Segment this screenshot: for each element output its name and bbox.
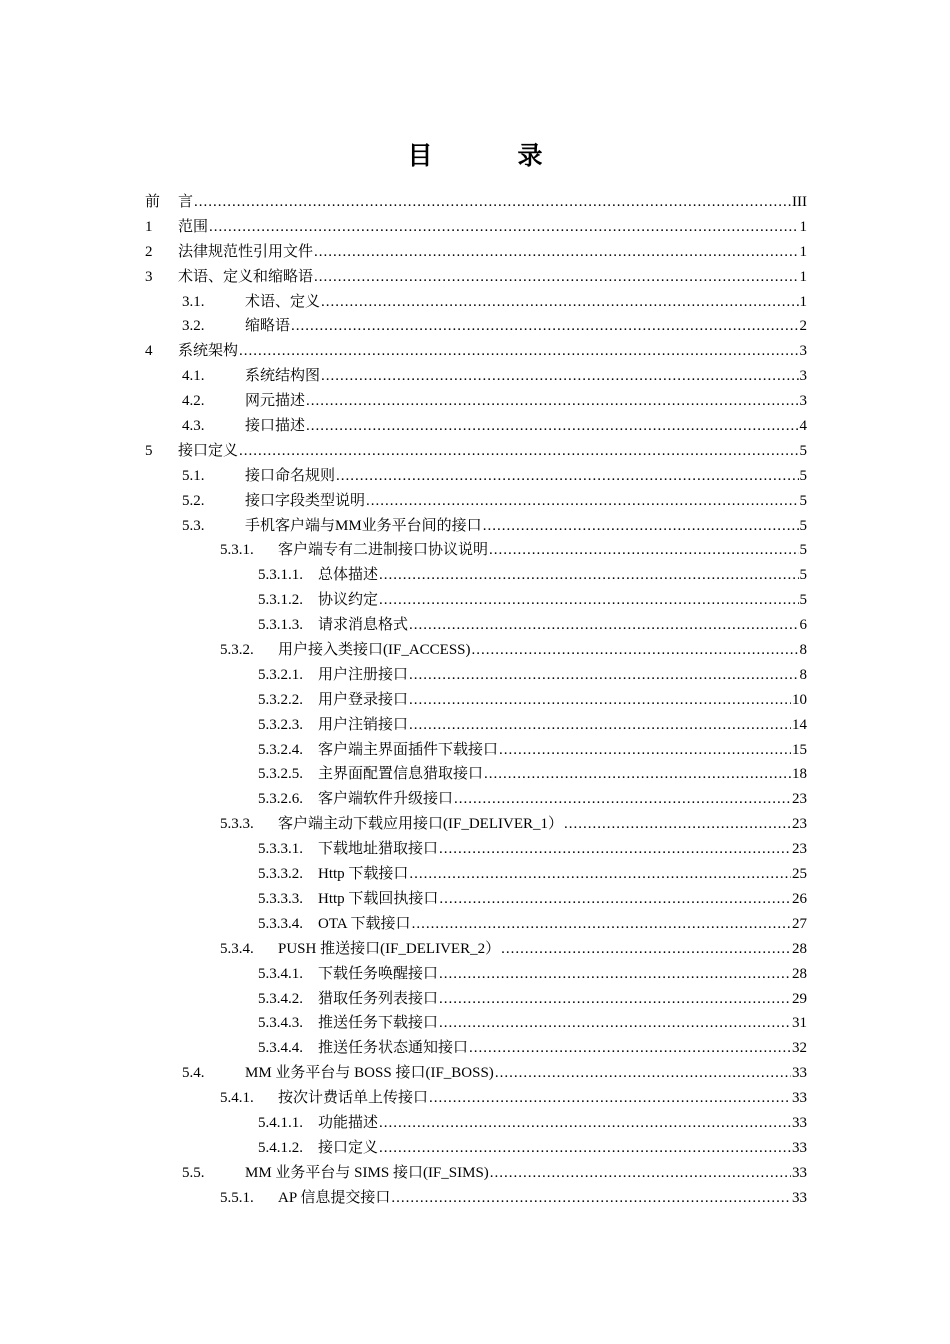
toc-entry-page: 3 bbox=[799, 368, 807, 385]
toc-leader-dots bbox=[409, 862, 791, 887]
toc-entry-number: 5.3.2.5. bbox=[258, 766, 303, 783]
toc-entry-number: 5.3.3.2. bbox=[258, 866, 303, 883]
toc-entry-page: 4 bbox=[799, 418, 807, 435]
toc-entry-page: 2 bbox=[799, 318, 807, 335]
table-of-contents bbox=[145, 190, 807, 1211]
toc-entry-number: 5.3.2.3. bbox=[258, 716, 303, 733]
toc-entry-title: 言 bbox=[178, 194, 194, 210]
toc-entry-page: 25 bbox=[792, 866, 807, 883]
toc-leader-dots bbox=[336, 464, 798, 489]
toc-entry-title: 按次计费话单上传接口 bbox=[278, 1090, 429, 1107]
toc-entry[interactable] bbox=[145, 563, 807, 588]
toc-entry-number: 3.1. bbox=[182, 293, 205, 310]
toc-entry-title: 用户注销接口 bbox=[318, 716, 409, 733]
toc-entry-page: 18 bbox=[792, 766, 807, 783]
toc-leader-dots bbox=[379, 563, 798, 588]
toc-entry-page: 1 bbox=[799, 293, 807, 310]
toc-entry-title: PUSH 推送接口(IF_DELIVER_2） bbox=[278, 940, 501, 957]
toc-entry-title: MM 业务平台与 SIMS 接口(IF_SIMS) bbox=[245, 1164, 489, 1181]
toc-entry-number: 1 bbox=[145, 218, 153, 235]
toc-leader-dots bbox=[239, 339, 798, 364]
toc-entry[interactable] bbox=[145, 663, 807, 688]
toc-leader-dots bbox=[412, 912, 791, 937]
toc-entry[interactable] bbox=[145, 588, 807, 613]
toc-entry-page: 29 bbox=[792, 990, 807, 1007]
toc-entry-title: 用户登录接口 bbox=[318, 691, 409, 708]
toc-entry-title: 范围 bbox=[178, 218, 209, 235]
toc-entry-page: 28 bbox=[792, 965, 807, 982]
toc-entry-page: 23 bbox=[792, 841, 807, 858]
toc-entry-page: 5 bbox=[799, 567, 807, 584]
toc-entry-page: 1 bbox=[799, 268, 807, 285]
toc-entry[interactable] bbox=[145, 364, 807, 389]
toc-entry[interactable] bbox=[145, 912, 807, 937]
toc-entry-number: 5.3.1. bbox=[220, 542, 254, 559]
toc-entry-number: 3.2. bbox=[182, 318, 205, 335]
toc-entry-page: 5 bbox=[799, 542, 807, 559]
toc-entry-page: 5 bbox=[799, 442, 807, 459]
toc-entry-page: 26 bbox=[792, 890, 807, 907]
toc-entry-title: 客户端主界面插件下载接口 bbox=[318, 741, 499, 758]
toc-entry-number: 4 bbox=[145, 343, 153, 360]
toc-entry[interactable] bbox=[145, 414, 807, 439]
toc-entry-title: AP 信息提交接口 bbox=[278, 1189, 391, 1206]
toc-entry-title: 猎取任务列表接口 bbox=[318, 990, 439, 1007]
toc-entry[interactable] bbox=[145, 389, 807, 414]
toc-entry-page: 33 bbox=[792, 1065, 807, 1082]
toc-entry-page: 1 bbox=[799, 243, 807, 260]
toc-leader-dots bbox=[439, 887, 791, 912]
toc-entry[interactable] bbox=[145, 1186, 807, 1211]
toc-leader-dots bbox=[439, 1011, 791, 1036]
toc-leader-dots bbox=[439, 837, 791, 862]
toc-entry-title: 接口描述 bbox=[245, 418, 306, 435]
toc-leader-dots bbox=[291, 314, 798, 339]
toc-entry-title: 接口定义 bbox=[318, 1139, 379, 1156]
toc-entry-number: 5.5.1. bbox=[220, 1189, 254, 1206]
toc-entry-title: 接口字段类型说明 bbox=[245, 492, 366, 509]
toc-leader-dots bbox=[469, 1036, 791, 1061]
toc-entry-page: 23 bbox=[792, 791, 807, 808]
toc-entry-number: 5.3.3.1. bbox=[258, 841, 303, 858]
toc-entry-number: 5.3.2.2. bbox=[258, 691, 303, 708]
toc-leader-dots bbox=[314, 265, 798, 290]
toc-entry-title: 主界面配置信息猎取接口 bbox=[318, 766, 484, 783]
toc-leader-dots bbox=[439, 987, 791, 1012]
toc-entry-number: 5.3.1.2. bbox=[258, 592, 303, 609]
toc-entry-title: 网元描述 bbox=[245, 393, 306, 410]
toc-entry[interactable] bbox=[145, 1086, 807, 1111]
toc-entry-title: 协议约定 bbox=[318, 592, 379, 609]
toc-entry-page: 5 bbox=[799, 592, 807, 609]
toc-entry[interactable] bbox=[145, 887, 807, 912]
toc-entry-page: 10 bbox=[792, 691, 807, 708]
toc-entry-title: 术语、定义和缩略语 bbox=[178, 268, 314, 285]
toc-entry-number: 5.3.3.4. bbox=[258, 915, 303, 932]
toc-leader-dots bbox=[564, 812, 791, 837]
toc-entry[interactable] bbox=[145, 987, 807, 1012]
toc-entry[interactable] bbox=[145, 937, 807, 962]
toc-entry-page: 3 bbox=[799, 343, 807, 360]
toc-entry-page: 3 bbox=[799, 393, 807, 410]
toc-entry-number: 5.3. bbox=[182, 517, 205, 534]
toc-entry[interactable] bbox=[145, 638, 807, 663]
toc-entry-number: 5 bbox=[145, 442, 153, 459]
toc-entry-title: 推送任务状态通知接口 bbox=[318, 1040, 469, 1057]
toc-entry[interactable] bbox=[145, 762, 807, 787]
toc-leader-dots bbox=[501, 937, 791, 962]
toc-leader-dots bbox=[306, 414, 798, 439]
toc-entry-title: 手机客户端与MM业务平台间的接口 bbox=[245, 517, 482, 534]
toc-entry[interactable] bbox=[145, 688, 807, 713]
toc-entry-number: 5.3.1.1. bbox=[258, 567, 303, 584]
toc-entry-page: 8 bbox=[799, 666, 807, 683]
toc-entry-number: 5.3.2.6. bbox=[258, 791, 303, 808]
toc-entry-title: 用户注册接口 bbox=[318, 666, 409, 683]
toc-entry-title: 下载地址猎取接口 bbox=[318, 841, 439, 858]
toc-entry-page: III bbox=[792, 194, 807, 210]
toc-entry[interactable] bbox=[145, 240, 807, 265]
toc-entry[interactable] bbox=[145, 738, 807, 763]
toc-entry[interactable] bbox=[145, 613, 807, 638]
toc-leader-dots bbox=[495, 1061, 791, 1086]
toc-entry[interactable] bbox=[145, 1161, 807, 1186]
toc-leader-dots bbox=[454, 787, 791, 812]
toc-entry-title: 下载任务唤醒接口 bbox=[318, 965, 439, 982]
toc-entry-title: 系统架构 bbox=[178, 343, 239, 360]
toc-entry[interactable] bbox=[145, 787, 807, 812]
toc-entry-title: 用户接入类接口(IF_ACCESS) bbox=[278, 642, 471, 659]
toc-entry[interactable] bbox=[145, 489, 807, 514]
toc-entry-number: 5.3.3. bbox=[220, 816, 254, 833]
toc-entry-number: 5.4.1.2. bbox=[258, 1139, 303, 1156]
toc-leader-dots bbox=[379, 588, 798, 613]
toc-entry-number: 5.3.3.3. bbox=[258, 890, 303, 907]
toc-entry-title: 接口定义 bbox=[178, 442, 239, 459]
toc-leader-dots bbox=[484, 762, 791, 787]
toc-entry-number: 5.4. bbox=[182, 1065, 205, 1082]
toc-leader-dots bbox=[499, 738, 791, 763]
toc-entry[interactable] bbox=[145, 713, 807, 738]
toc-leader-dots bbox=[409, 663, 798, 688]
toc-entry-number: 5.3.4.1. bbox=[258, 965, 303, 982]
toc-entry-number: 5.3.2. bbox=[220, 642, 254, 659]
toc-entry-title: 请求消息格式 bbox=[318, 617, 409, 634]
toc-entry-title: 系统结构图 bbox=[245, 368, 321, 385]
toc-entry-page: 27 bbox=[792, 915, 807, 932]
toc-entry-title: Http 下载回执接口 bbox=[318, 890, 439, 907]
toc-entry[interactable] bbox=[145, 1136, 807, 1161]
toc-entry-page: 8 bbox=[799, 642, 807, 659]
toc-leader-dots bbox=[306, 389, 798, 414]
toc-entry-number: 4.2. bbox=[182, 393, 205, 410]
toc-entry-page: 33 bbox=[792, 1164, 807, 1181]
toc-entry-page: 6 bbox=[799, 617, 807, 634]
toc-entry-number: 3 bbox=[145, 268, 153, 285]
toc-leader-dots bbox=[321, 364, 798, 389]
toc-entry-page: 23 bbox=[792, 816, 807, 833]
toc-entry[interactable] bbox=[145, 862, 807, 887]
toc-leader-dots bbox=[489, 538, 798, 563]
toc-entry[interactable] bbox=[145, 439, 807, 464]
toc-entry-number: 5.3.4. bbox=[220, 940, 254, 957]
toc-entry-number: 前 bbox=[145, 194, 161, 210]
toc-entry[interactable] bbox=[145, 812, 807, 837]
toc-entry-title: MM 业务平台与 BOSS 接口(IF_BOSS) bbox=[245, 1065, 494, 1082]
toc-leader-dots bbox=[409, 713, 791, 738]
toc-entry-number: 5.3.4.3. bbox=[258, 1015, 303, 1032]
toc-leader-dots bbox=[472, 638, 799, 663]
toc-entry-page: 31 bbox=[792, 1015, 807, 1032]
toc-entry-page: 32 bbox=[792, 1040, 807, 1057]
toc-entry-title: Http 下载接口 bbox=[318, 866, 409, 883]
toc-entry[interactable] bbox=[145, 339, 807, 364]
toc-entry-number: 5.1. bbox=[182, 467, 205, 484]
toc-entry-page: 5 bbox=[799, 492, 807, 509]
toc-entry[interactable] bbox=[145, 962, 807, 987]
toc-leader-dots bbox=[321, 290, 798, 315]
toc-entry-title: 缩略语 bbox=[245, 318, 291, 335]
toc-entry[interactable] bbox=[145, 314, 807, 339]
toc-leader-dots bbox=[439, 962, 791, 987]
toc-entry[interactable] bbox=[145, 837, 807, 862]
toc-entry-number: 5.2. bbox=[182, 492, 205, 509]
toc-entry[interactable] bbox=[145, 464, 807, 489]
toc-entry-number: 4.3. bbox=[182, 418, 205, 435]
toc-entry-page: 33 bbox=[792, 1189, 807, 1206]
toc-title: 目 录 bbox=[407, 143, 573, 170]
toc-entry-page: 33 bbox=[792, 1090, 807, 1107]
toc-leader-dots bbox=[209, 215, 798, 240]
toc-leader-dots bbox=[194, 190, 791, 215]
toc-entry-page: 5 bbox=[799, 517, 807, 534]
toc-entry[interactable] bbox=[145, 1111, 807, 1136]
toc-entry[interactable] bbox=[145, 1061, 807, 1086]
toc-entry[interactable] bbox=[145, 514, 807, 539]
toc-entry-title: 接口命名规则 bbox=[245, 467, 336, 484]
toc-entry[interactable] bbox=[145, 215, 807, 240]
toc-entry[interactable] bbox=[145, 190, 807, 215]
toc-entry-page: 33 bbox=[792, 1114, 807, 1131]
toc-leader-dots bbox=[314, 240, 798, 265]
toc-leader-dots bbox=[379, 1136, 791, 1161]
toc-entry-number: 5.3.2.4. bbox=[258, 741, 303, 758]
toc-entry-title: 术语、定义 bbox=[245, 293, 321, 310]
toc-leader-dots bbox=[483, 514, 799, 539]
toc-entry[interactable] bbox=[145, 1011, 807, 1036]
toc-entry-title: 客户端专有二进制接口协议说明 bbox=[278, 542, 489, 559]
toc-entry[interactable] bbox=[145, 1036, 807, 1061]
toc-entry-number: 5.4.1.1. bbox=[258, 1114, 303, 1131]
toc-leader-dots bbox=[409, 613, 798, 638]
toc-entry-number: 5.3.4.4. bbox=[258, 1040, 303, 1057]
toc-entry-page: 28 bbox=[792, 940, 807, 957]
toc-entry-title: 推送任务下载接口 bbox=[318, 1015, 439, 1032]
toc-entry-title: OTA 下载接口 bbox=[318, 915, 411, 932]
toc-entry-number: 5.3.2.1. bbox=[258, 666, 303, 683]
toc-leader-dots bbox=[391, 1186, 791, 1211]
toc-leader-dots bbox=[379, 1111, 791, 1136]
toc-entry-page: 14 bbox=[792, 716, 807, 733]
toc-leader-dots bbox=[366, 489, 798, 514]
toc-entry[interactable] bbox=[145, 538, 807, 563]
toc-entry-title: 客户端主动下载应用接口(IF_DELIVER_1） bbox=[278, 816, 563, 833]
toc-entry-page: 33 bbox=[792, 1139, 807, 1156]
toc-entry[interactable] bbox=[145, 265, 807, 290]
toc-entry-page: 15 bbox=[792, 741, 807, 758]
toc-entry-number: 5.4.1. bbox=[220, 1090, 254, 1107]
toc-leader-dots bbox=[490, 1161, 791, 1186]
toc-entry-number: 5.5. bbox=[182, 1164, 205, 1181]
toc-leader-dots bbox=[429, 1086, 791, 1111]
toc-entry-title: 总体描述 bbox=[318, 567, 379, 584]
toc-entry-title: 法律规范性引用文件 bbox=[178, 243, 314, 260]
toc-entry-title: 功能描述 bbox=[318, 1114, 379, 1131]
toc-entry-number: 4.1. bbox=[182, 368, 205, 385]
toc-entry-number: 5.3.4.2. bbox=[258, 990, 303, 1007]
toc-entry-page: 1 bbox=[799, 218, 807, 235]
toc-leader-dots bbox=[409, 688, 791, 713]
toc-entry-title: 客户端软件升级接口 bbox=[318, 791, 454, 808]
toc-entry-number: 5.3.1.3. bbox=[258, 617, 303, 634]
toc-entry-number: 2 bbox=[145, 243, 153, 260]
toc-entry[interactable] bbox=[145, 290, 807, 315]
toc-entry-page: 5 bbox=[799, 467, 807, 484]
toc-leader-dots bbox=[239, 439, 798, 464]
